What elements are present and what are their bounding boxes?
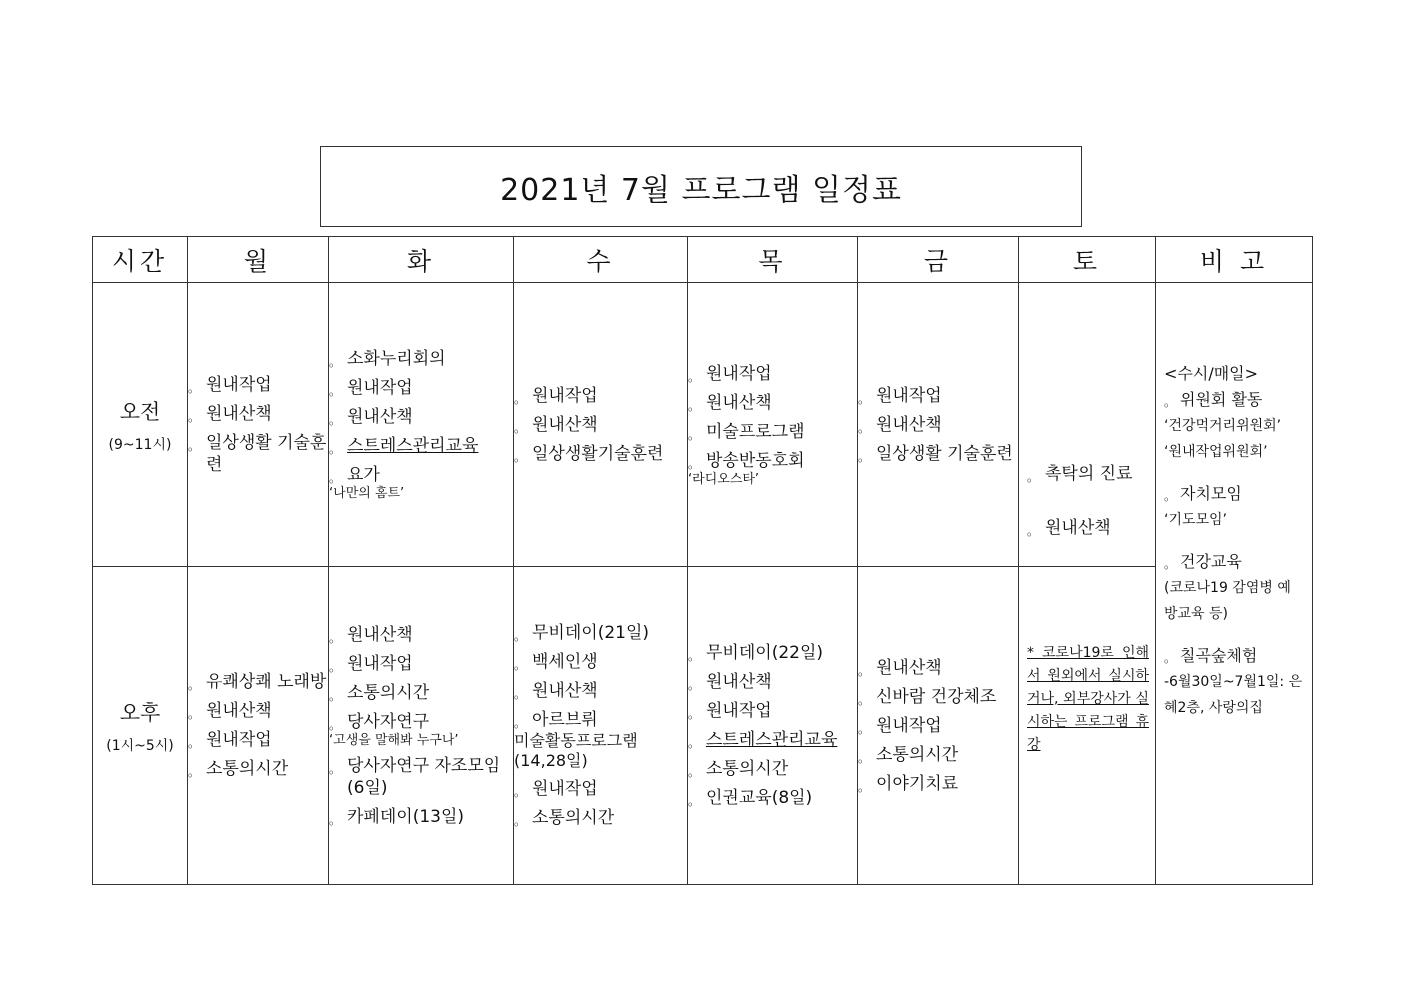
pm-thu-cell <box>688 567 858 885</box>
remarks-cell <box>1156 283 1313 885</box>
list-item: 。 원내작업 <box>329 377 513 399</box>
list-item: 。 인권교육(8일) <box>688 787 857 809</box>
list-item: 。 이야기치료 <box>858 773 1018 795</box>
sat-item: 。 촉탁의 진료 <box>1027 463 1149 485</box>
am-wed-cell <box>514 283 688 567</box>
list-item: 。 스트레스관리교육 <box>688 729 857 751</box>
list-item: 。 무비데이(22일) <box>688 642 857 664</box>
list-item: 。 방송반동호회 ‘라디오스타’ <box>688 450 857 487</box>
list-item: 。 원내산책 <box>188 403 328 425</box>
list-item: 。 원내작업 <box>514 385 687 407</box>
remarks-forest-1: -6월30일~7월1일: 은혜2층, 사랑의집 <box>1164 674 1303 716</box>
list-item: 。 원내작업 <box>858 385 1018 407</box>
remarks-content <box>1164 361 1304 721</box>
header-remarks: 비 고 <box>1156 237 1313 283</box>
header-mon: 월 <box>188 237 329 283</box>
header-thu: 목 <box>688 237 858 283</box>
remarks-health: 。 건강교육 <box>1164 549 1304 575</box>
remarks-health-1: (코로나19 감염병 예방교육 등) <box>1164 580 1291 622</box>
list-item: 。 원내산책 <box>329 624 513 646</box>
am-row <box>93 283 1313 567</box>
list-item: 。 원내산책 <box>188 700 328 722</box>
list-item: 。 원내산책 <box>688 671 857 693</box>
list-item: 。 일상생활기술훈련 <box>514 443 687 465</box>
remarks-heading: <수시/매일> <box>1164 364 1259 383</box>
am-time-cell <box>93 283 188 567</box>
list-item: 。 원내산책 <box>514 680 687 702</box>
remarks-club-1: ‘기도모임’ <box>1164 512 1227 528</box>
list-item-subtitle: ‘라디오스타’ <box>688 471 760 487</box>
list-item: 。 스트레스관리교육 <box>329 435 513 457</box>
pm-label: 오후 <box>119 700 161 725</box>
pm-tue-cell <box>329 567 514 885</box>
pm-mon-cell <box>188 567 329 885</box>
list-item: 。 원내산책 <box>514 414 687 436</box>
am-time: (9~11시) <box>108 436 172 453</box>
remarks-committee-1: ‘건강먹거리위원회’ <box>1164 418 1282 434</box>
am-fri-cell <box>858 283 1019 567</box>
list-item: 。 소화누리회의 <box>329 348 513 370</box>
sat-content <box>1027 463 1149 539</box>
header-wed: 수 <box>514 237 688 283</box>
pm-wed-cell <box>514 567 688 885</box>
list-item: 。 원내작업 <box>188 729 328 751</box>
sat-item: 。 원내산책 <box>1027 517 1149 539</box>
am-label: 오전 <box>119 399 161 424</box>
am-tue-cell <box>329 283 514 567</box>
header-tue: 화 <box>329 237 514 283</box>
list-item: 。 유쾌상쾌 노래방 <box>188 671 328 693</box>
list-item: 。 원내작업 <box>688 700 857 722</box>
schedule-table <box>92 236 1313 885</box>
sat-note: * 코로나19로 인해서 원외에서 실시하거나, 외부강사가 실시하는 프로그램 휴강 <box>1027 645 1149 753</box>
list-item-subtitle: 미술활동프로그램 (14,28일) <box>514 731 638 770</box>
am-mon-cell <box>188 283 329 567</box>
list-item: 。 원내산책 <box>329 406 513 428</box>
list-item: 。 원내작업 <box>329 653 513 675</box>
list-item: 。 요가 ‘나만의 홈트’ <box>329 464 513 501</box>
list-item-subtitle: ‘나만의 홈트’ <box>329 486 405 501</box>
list-item: 。 소통의시간 <box>688 758 857 780</box>
list-item: 。 소통의시간 <box>188 758 328 780</box>
list-item: 。 무비데이(21일) <box>514 622 687 644</box>
pm-time-cell <box>93 567 188 885</box>
list-item: 。 소통의시간 <box>514 807 687 829</box>
remarks-committee-2: ‘원내작업위원회’ <box>1164 444 1268 460</box>
list-item: 。 일상생활 기술훈련 <box>188 432 328 476</box>
list-item: 。 당사자연구 ‘고생을 말해봐 누구나’ <box>329 711 513 748</box>
sat-note-wrap <box>1027 628 1149 757</box>
pm-time: (1시~5시) <box>106 737 174 754</box>
list-item: 。 백세인생 <box>514 651 687 673</box>
list-item: 。 당사자연구 자조모임(6일) <box>329 755 513 799</box>
list-item: 。 원내산책 <box>688 392 857 414</box>
list-item: 。 카페데이(13일) <box>329 806 513 828</box>
remarks-club: 。 자치모임 <box>1164 481 1304 507</box>
list-item: 。 미술프로그램 <box>688 421 857 443</box>
list-item: 。 원내작업 <box>188 374 328 396</box>
am-thu-cell <box>688 283 858 567</box>
list-item-subtitle: ‘고생을 말해봐 누구나’ <box>329 732 459 748</box>
list-item: 。 원내산책 <box>858 657 1018 679</box>
sat-cell <box>1019 283 1156 885</box>
list-item: 。 소통의시간 <box>858 744 1018 766</box>
list-item: 。 원내작업 <box>688 363 857 385</box>
header-sat: 토 <box>1019 237 1156 283</box>
list-item: 。 원내작업 <box>858 715 1018 737</box>
list-item: 。 신바람 건강체조 <box>858 686 1018 708</box>
header-row <box>93 237 1313 283</box>
list-item: 。 아르브뤼 미술활동프로그램 (14,28일) <box>514 709 687 771</box>
list-item: 。 일상생활 기술훈련 <box>858 443 1018 465</box>
list-item: 。 소통의시간 <box>329 682 513 704</box>
pm-fri-cell <box>858 567 1019 885</box>
list-item: 。 원내작업 <box>514 778 687 800</box>
list-item: 。 원내산책 <box>858 414 1018 436</box>
remarks-committee: 。 위원회 활동 <box>1164 387 1304 413</box>
sat-divider <box>1019 566 1155 567</box>
header-fri: 금 <box>858 237 1019 283</box>
page-title: 2021년 7월 프로그램 일정표 <box>320 146 1082 227</box>
remarks-forest: 。 칠곡숲체험 <box>1164 643 1304 669</box>
header-time: 시간 <box>93 237 188 283</box>
